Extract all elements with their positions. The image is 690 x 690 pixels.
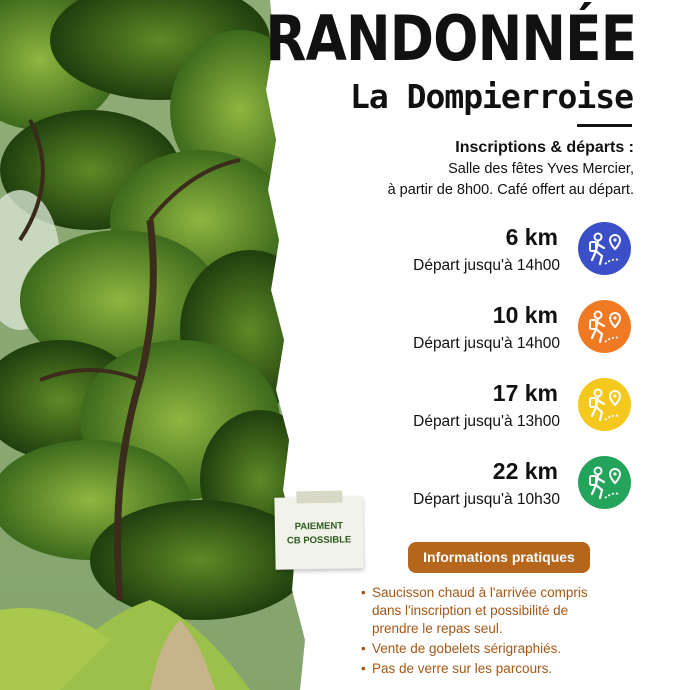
payment-line-2: CB POSSIBLE [286, 534, 352, 547]
route-distance: 6 km [505, 224, 558, 250]
route-departure: Départ jusqu'à 10h30 [413, 491, 560, 508]
hiker-map-pin-icon [578, 300, 631, 353]
inscriptions-location: Salle des fêtes Yves Mercier, [448, 161, 634, 177]
route-distance: 10 km [492, 302, 558, 328]
list-item: • Vente de gobelets sérigraphiés. [359, 640, 659, 658]
route-distance: 17 km [492, 380, 558, 406]
route-item [330, 458, 630, 518]
payment-badge [274, 496, 363, 570]
info-heading-badge: Informations pratiques [408, 542, 590, 573]
hiker-map-pin-icon [578, 378, 631, 431]
info-list [359, 584, 659, 678]
tape-strip [296, 491, 342, 504]
route-item [330, 224, 630, 284]
route-departure: Départ jusqu'à 13h00 [413, 413, 560, 430]
payment-line-1: PAIEMENT [294, 520, 344, 533]
list-item: • Saucisson chaud à l'arrivée compris dans l'inscription et possibilité de prendre le repas seul. [359, 584, 617, 638]
inscriptions-heading: Inscriptions & départs : [455, 139, 634, 156]
hiker-map-pin-icon [578, 222, 631, 275]
list-item: • Pas de verre sur les parcours. [359, 660, 659, 678]
route-item [330, 302, 630, 362]
route-departure: Départ jusqu'à 14h00 [413, 335, 560, 352]
route-item [330, 380, 630, 440]
page-title: RANDONNÉE [265, 2, 636, 75]
hiker-map-pin-icon [578, 456, 631, 509]
event-subtitle: La Dompierroise [349, 77, 633, 116]
route-distance: 22 km [492, 458, 558, 484]
title-divider [577, 124, 632, 127]
inscriptions-time: à partir de 8h00. Café offert au départ. [387, 182, 634, 198]
route-departure: Départ jusqu'à 14h00 [413, 257, 560, 274]
